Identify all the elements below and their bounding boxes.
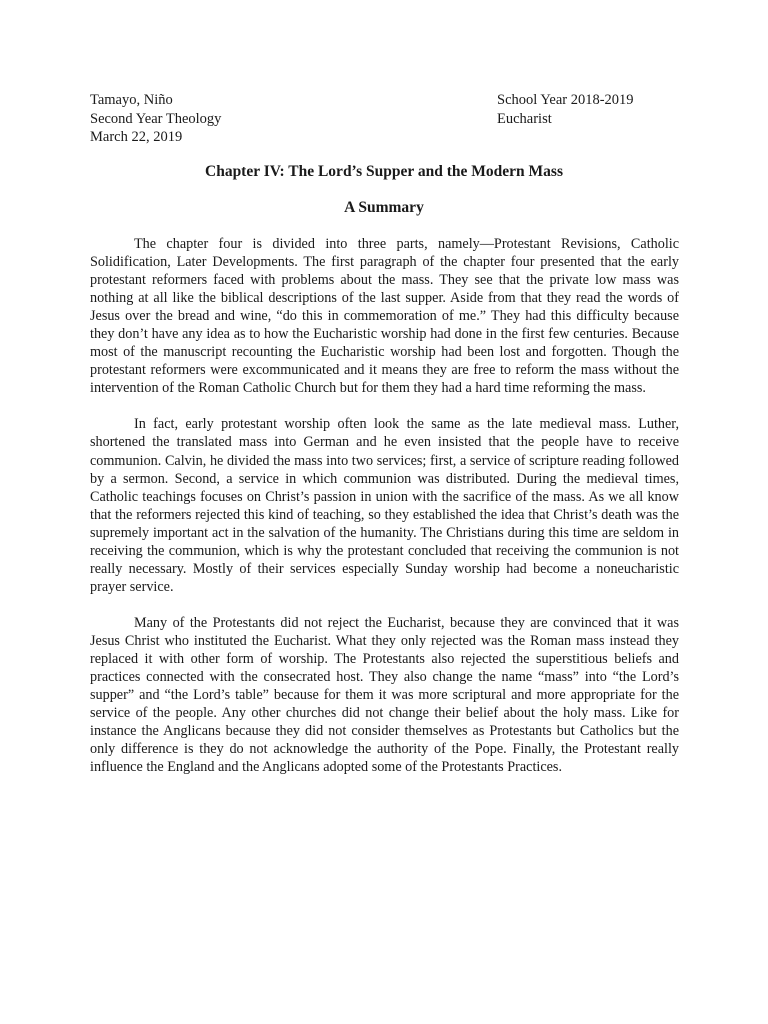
paragraph-3: Many of the Protestants did not reject the Eucharist, because they are convinced that it was Jesus Christ who instituted the Eucharist. What they only rejected was the Roman mass instead they replaced it with other form of worship. The Protestants also rejected the superstitious beliefs and practices connected with the consecrated host. They also change the name “mass” into “the Lord’s supper” and “the Lord’s table” because for them it was more scriptural and more appropriate for the service of the people. Any other churches did not change their belief about the holy mass. Like for instance the Anglicans because they did not consider themselves as Protestants but Catholics but the only difference is they do not acknowledge the authority of the Pope. Finally, the Protestant really influence the England and the Anglicans adopted some of the Protestants Practices.	[90, 614, 679, 776]
author-block	[90, 91, 221, 147]
paragraph-1: The chapter four is divided into three parts, namely—Protestant Revisions, Catholic Solidification, Later Developments. The first paragraph of the chapter four presented that the early protestant reformers faced with problems about the mass. They see that the private low mass was nothing at all like the biblical descriptions of the last supper. Aside from that they read the words of Jesus over the bread and wine, “do this in commemoration of me.” They had this difficulty because they don’t have any idea as to how the Eucharistic worship had done in the first few centuries. Because most of the manuscript recounting the Eucharistic worship had been lost and forgotten. Though the protestant reformers were excommunicated and it means they are free to reform the mass without the intervention of the Roman Catholic Church but for them they had a hard time reforming the mass.	[90, 236, 679, 397]
document-header	[90, 91, 680, 151]
document-body	[90, 235, 679, 794]
document-title: Chapter IV: The Lord’s Supper and the Modern Mass	[205, 163, 563, 180]
program-name: Second Year Theology	[90, 110, 222, 127]
course-block	[497, 91, 634, 128]
document-date: March 22, 2019	[90, 129, 183, 145]
document-subtitle: A Summary	[344, 199, 424, 216]
paragraph-2: In fact, early protestant worship often look the same as the late medieval mass. Luther, shortened the translated mass into German and he even insisted that the people have to receive communion. Calvin, he divided the mass into two services; first, a service of scripture reading followed by a sermon. Second, a service in which communion was distributed. During the medieval times, Catholic teachings focuses on Christ’s passion in union with the sacrifice of the mass. As we all know that the reformers rejected this kind of teaching, so they established the idea that Christ’s death was the supremely important act in the salvation of the humanity. The Christians during this time are seldom in receiving the communion, which is why the protestant concluded that receiving the communion is not really necessary. Mostly of their services especially Sunday worship had become a noneucharistic prayer service.	[90, 416, 679, 595]
school-year: School Year 2018-2019	[497, 92, 634, 108]
author-name: Tamayo, Niño	[90, 92, 173, 108]
subject-name: Eucharist	[497, 110, 552, 127]
